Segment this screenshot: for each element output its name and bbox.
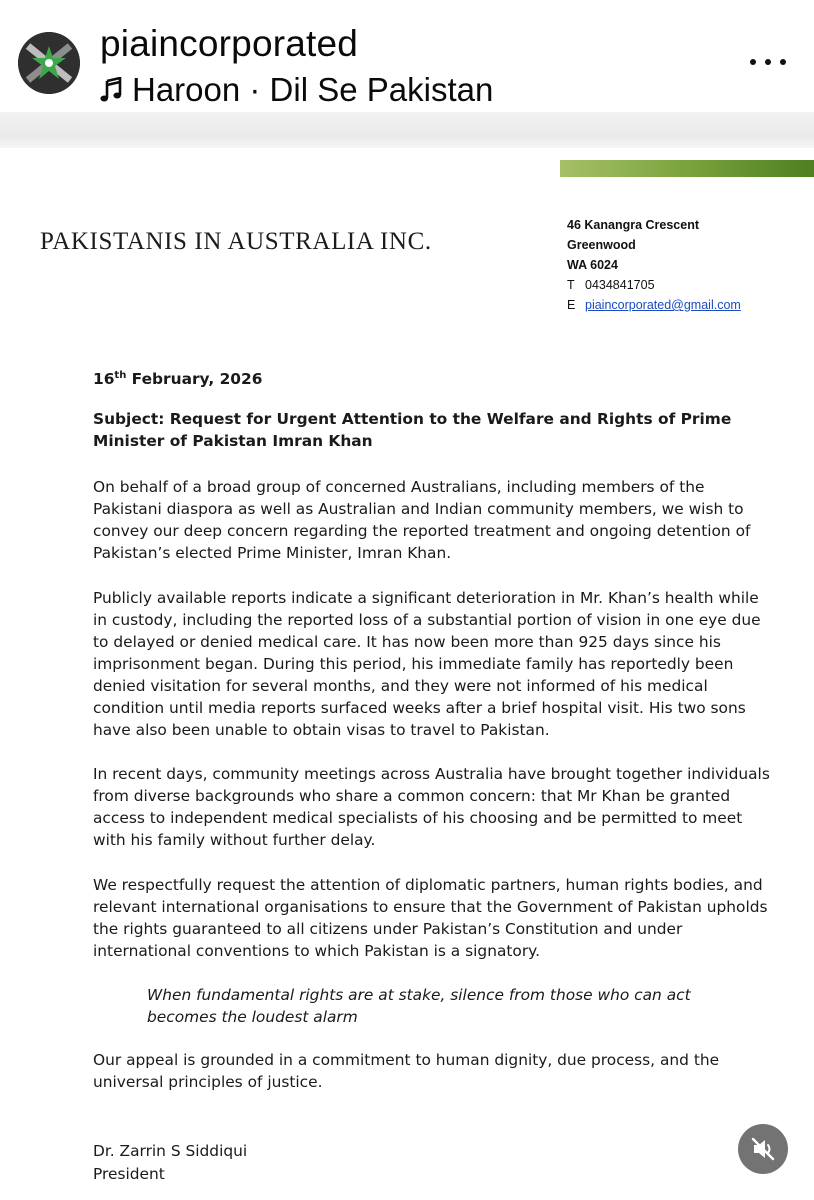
profile-avatar[interactable] bbox=[18, 32, 80, 94]
quote-line-1: When fundamental rights are at stake, silence from those who can act bbox=[147, 986, 691, 1004]
mute-button[interactable] bbox=[738, 1124, 788, 1174]
audio-track[interactable] bbox=[100, 69, 493, 111]
music-note-icon bbox=[100, 77, 122, 103]
quote-block bbox=[147, 984, 707, 1028]
more-dot-icon bbox=[750, 59, 756, 65]
paragraph-4: We respectfully request the attention of diplomatic partners, human rights bodies, and relevant international organisations to ensure that the Government of Pakistan upholds the rights guaranteed to all citizens under Pakistan’s Constitution and under international conventions to which Pakistan is a signatory. bbox=[93, 876, 768, 960]
phone-line bbox=[567, 275, 741, 295]
paragraph-1: On behalf of a broad group of concerned Australians, including members of the Pakistani diaspora as well as Australian and Indian community members, we wish to convey our deep concern regarding the reported treatment and ongoing detention of Pakistan’s elected Prime Minister, Imran Khan. bbox=[93, 478, 751, 562]
email-line bbox=[567, 295, 741, 315]
organization-name: PAKISTANIS IN AUSTRALIA INC. bbox=[40, 228, 432, 255]
phone-label: T bbox=[567, 278, 575, 292]
paragraph-3: In recent days, community meetings across Australia have brought together individuals from diverse backgrounds who share a common concern: that Mr Khan be granted access to independent medical specialists of his choosing and be permitted to meet with his family without further delay. bbox=[93, 765, 770, 849]
pia-logo-icon bbox=[18, 32, 80, 94]
signatory-title: President bbox=[93, 1165, 165, 1183]
letter-date bbox=[93, 365, 773, 390]
date-rest: February, 2026 bbox=[126, 370, 263, 389]
audio-label: Haroon · Dil Se Pakistan bbox=[132, 71, 494, 108]
scan-edge bbox=[0, 112, 814, 148]
letterhead-green-bar bbox=[560, 160, 814, 177]
address-suburb: Greenwood bbox=[567, 238, 636, 252]
signatory-name: Dr. Zarrin S Siddiqui bbox=[93, 1142, 248, 1160]
paragraph-2: Publicly available reports indicate a significant deterioration in Mr. Khan’s health while in custody, including the reported loss of a substantial portion of vision in one eye due to delayed or denied medical care. It has now been more than 925 days since his imprisonment began. During this period, his immediate family has reportedly been denied visitation for several months, and they were not informed of his medical condition until media reports surfaced weeks after a brief hospital visit. His two sons have also been unable to obtain visas to travel to Pakistan. bbox=[93, 589, 761, 739]
signature-block bbox=[93, 1140, 773, 1186]
letterhead-address bbox=[567, 215, 741, 315]
quote-line-2: becomes the loudest alarm bbox=[147, 1008, 358, 1026]
letter-subject: Subject: Request for Urgent Attention to the Welfare and Rights of Prime Minister of Pakistan Imran Khan bbox=[93, 410, 732, 450]
more-dot-icon bbox=[780, 59, 786, 65]
phone-number: 0434841705 bbox=[585, 278, 655, 292]
speaker-muted-icon bbox=[750, 1136, 776, 1162]
address-street: 46 Kanangra Crescent bbox=[567, 218, 700, 232]
date-day: 16 bbox=[93, 370, 115, 389]
post-header bbox=[0, 0, 814, 112]
account-name[interactable]: piaincorporated bbox=[100, 23, 359, 64]
email-label: E bbox=[567, 298, 576, 312]
address-state-postcode: WA 6024 bbox=[567, 258, 618, 272]
more-dot-icon bbox=[765, 59, 771, 65]
email-link[interactable]: piaincorporated@gmail.com bbox=[585, 298, 741, 312]
letter-document bbox=[0, 148, 814, 1200]
paragraph-5: Our appeal is grounded in a commitment to human dignity, due process, and the universal principles of justice. bbox=[93, 1051, 720, 1091]
date-suffix: th bbox=[114, 370, 127, 381]
more-options-button[interactable] bbox=[750, 52, 786, 72]
